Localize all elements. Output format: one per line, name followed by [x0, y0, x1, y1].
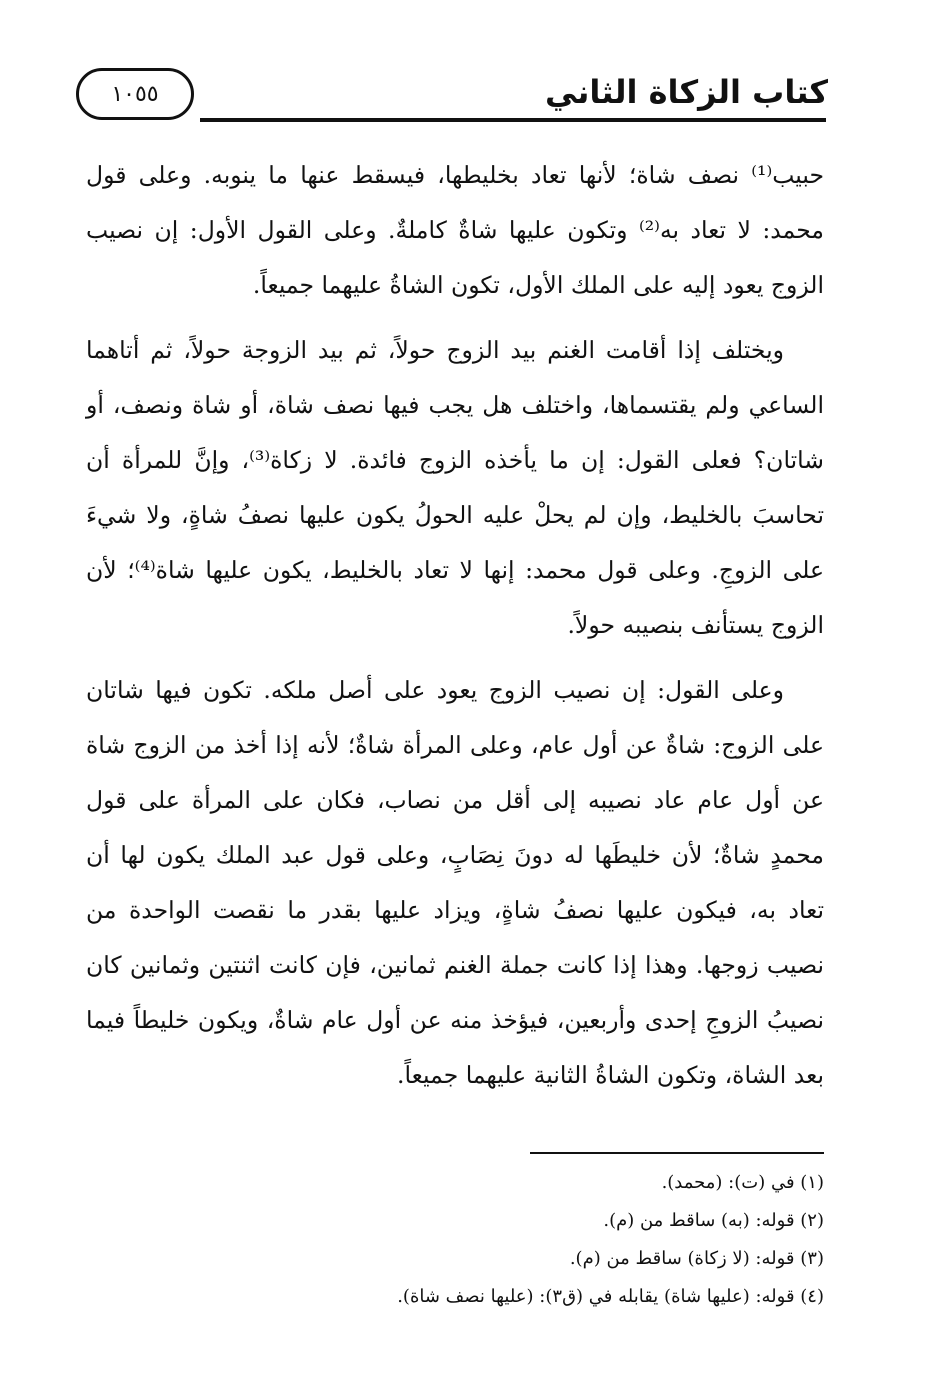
paragraph: ويختلف إذا أقامت الغنم بيد الزوج حولاً، ثم بيد الزوجة حولاً، ثم أتاهما الساعي ولم يقتسماها، واختلف هل يجب فيها نصف شاة، أو شاة ونصف، أو شاتان؟ فعلى القول: إن ما يأخذه الزوج فائدة. لا زكاة⁽³⁾، وإنَّ للمرأة أن تحاسبَ بالخليط، وإن لم يحلْ عليه الحولُ يكون عليها نصفُ شاةٍ، ولا شيءَ على الزوجِ. وعلى قول محمد: إنها لا تعاد بالخليط، يكون عليها شاة⁽⁴⁾؛ لأن الزوج يستأنف بنصيبه حولاً. [86, 336, 824, 639]
footnote-2: (٢) قوله: (به) ساقط من (م). [603, 1210, 824, 1231]
paragraph: وعلى القول: إن نصيب الزوج يعود على أصل ملكه. تكون فيها شاتان على الزوج: شاةٌ عن أول عام، وعلى المرأة شاةٌ؛ لأنه إذا أخذ من الزوج شاة عن أول عام عاد نصيبه إلى أقل من نصاب، فكان على المرأة على قول محمدٍ شاةٌ؛ لأن خليطَها له دونَ نِصَابٍ، وعلى قول عبد الملك يكون لها أن تعاد به، فيكون عليها نصفُ شاةٍ، ويزاد عليها بقدر ما نقصت الواحدة من نصيب زوجها. وهذا إذا كانت جملة الغنم ثمانين، فإن كانت اثنتين وثمانين كان نصيبُ الزوجِ إحدى وأربعين، فيؤخذ منه عن أول عام شاةٌ، ويكون خليطاً فيما بعد الشاة، وتكون الشاةُ الثانية عليهما جميعاً. [86, 676, 824, 1089]
page-header [0, 0, 938, 130]
main-text [86, 148, 824, 1113]
footnote-1: (١) في (ت): (محمد). [661, 1172, 824, 1193]
footnotes [86, 1164, 824, 1316]
header-rule [200, 118, 826, 122]
page-number-badge [76, 68, 194, 120]
footnote-4: (٤) قوله: (عليها شاة) يقابله في (ق٣): (عليها نصف شاة). [397, 1286, 824, 1307]
page-number: ١٠٥٥ [111, 81, 159, 107]
footnote-separator [530, 1152, 824, 1154]
paragraph: حبيب⁽¹⁾ نصف شاة؛ لأنها تعاد بخليطها، فيسقط عنها ما ينوبه. وعلى قول محمد: لا تعاد به⁽²⁾ وتكون عليها شاةٌ كاملةٌ. وعلى القول الأول: إن نصيب الزوج يعود إليه على الملك الأول، تكون الشاةُ عليهما جميعاً. [86, 161, 824, 299]
footnote-3: (٣) قوله: (لا زكاة) ساقط من (م). [569, 1248, 824, 1269]
running-title: كتاب الزكاة الثاني [545, 73, 828, 111]
